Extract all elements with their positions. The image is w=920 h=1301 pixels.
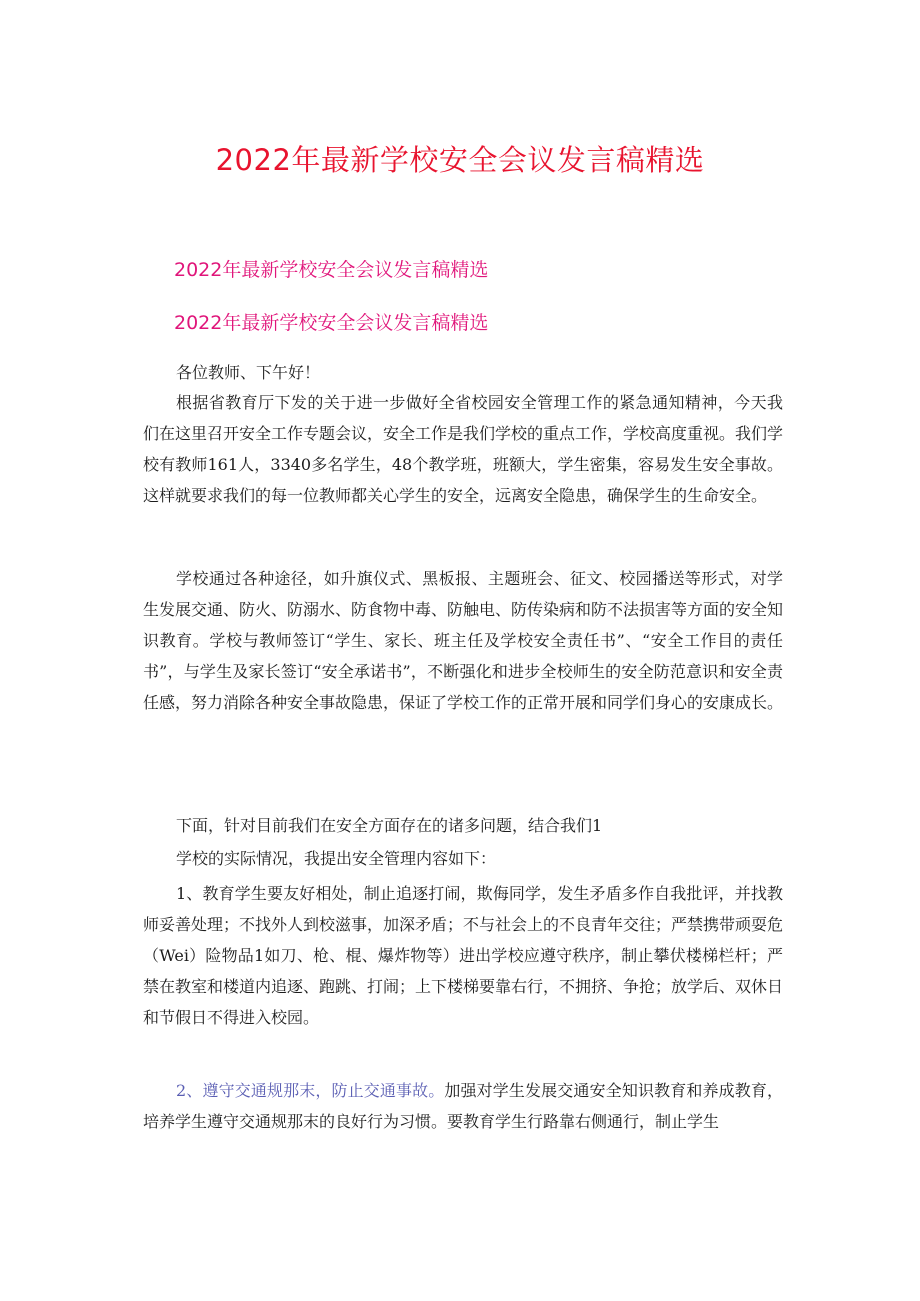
greeting-text: 各位教师、下午好！ bbox=[176, 363, 321, 382]
body-paragraph: 根据省教育厅下发的关于进一步做好全省校园安全管理工作的紧急通知精神，今天我们在这里召开安全工作专题会议，安全工作是我们学校的重点工作，学校高度重视。我们学校有教师161人，3340多名学生，48个教学班，班额大，学生密集，容易发生安全事故。这样就要求我们的每一位教师都关心学生的安全，远离安全隐患，确保学生的生命安全。 bbox=[143, 393, 784, 505]
list-item bbox=[143, 1075, 783, 1137]
document-subtitle: 2022年最新学校安全会议发言稿精选 bbox=[174, 259, 489, 281]
body-paragraph: 学校通过各种途径，如升旗仪式、黑板报、主题班会、征文、校园播送等形式，对学生发展交通、防火、防溺水、防食物中毒、防触电、防传染病和防不法损害等方面的安全知识教育。学校与教师签订“学生、家长、班主任及学校安全责任书”、“安全工作目的责任书”，与学生及家长签订“安全承诺书”，不断强化和进步全校师生的安全防范意识和安全责任感，努力消除各种安全事故隐患，保证了学校工作的正常开展和同学们身心的安康成长。 bbox=[143, 569, 784, 712]
document-subtitle: 2022年最新学校安全会议发言稿精选 bbox=[174, 312, 489, 334]
body-paragraph-line: 下面，针对目前我们在安全方面存在的诸多问题，结合我们1 bbox=[176, 816, 603, 835]
body-paragraph-line: 学校的实际情况，我提出安全管理内容如下： bbox=[176, 849, 497, 868]
item-heading: 2、遵守交通规那末，防止交通事故。 bbox=[176, 1081, 445, 1100]
document-title: 2022年最新学校安全会议发言稿精选 bbox=[215, 143, 705, 177]
item-text: 加强对学生发展交通安全知识教育和养成教育，培养学生遵守交通规那末的良好行为习惯。要教育学生行路靠右侧通行，制止学生 bbox=[143, 1081, 783, 1131]
list-item: 1、教育学生要友好相处，制止追逐打闹，欺侮同学，发生矛盾多作自我批评，并找教师妥善处理；不找外人到校滋事，加深矛盾；不与社会上的不良青年交往；严禁携带顽耍危（Wei）险物品1如刀、枪、棍、爆炸物等）进出学校应遵守秩序，制止攀伏楼梯栏杆；严禁在教室和楼道内追逐、跑跳、打闹；上下楼梯要靠右行，不拥挤、争抢；放学后、双休日和节假日不得进入校园。 bbox=[143, 884, 784, 1027]
